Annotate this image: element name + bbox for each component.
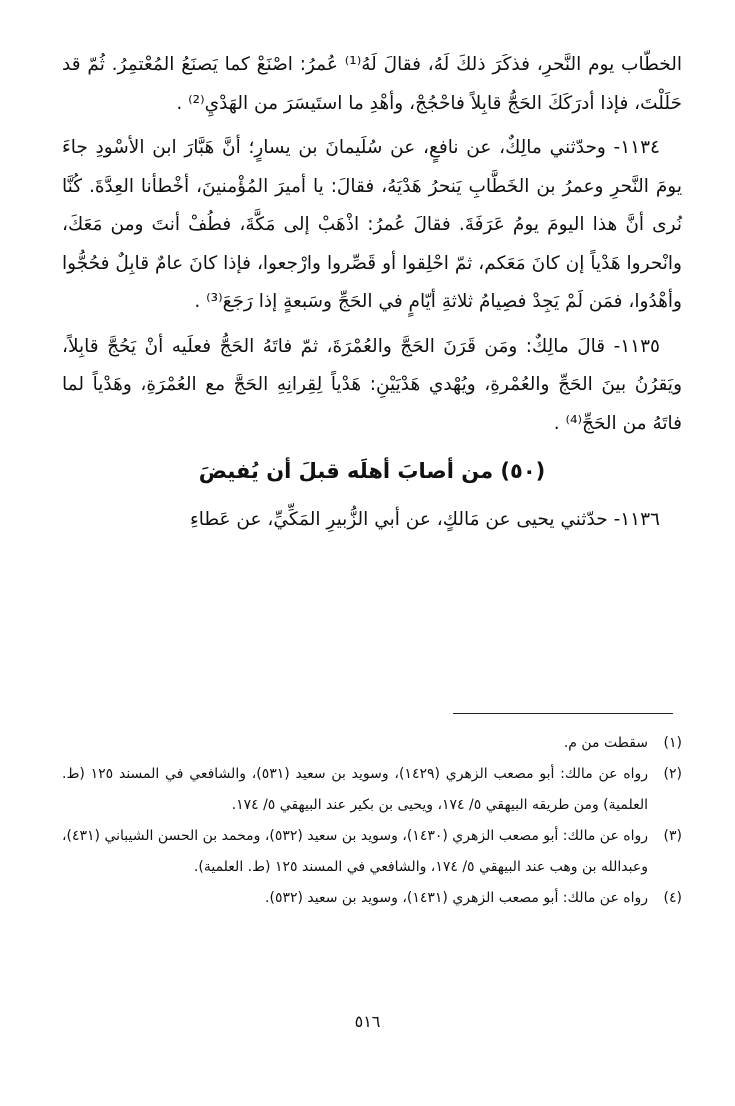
footnote-3 — [62, 821, 682, 883]
section-heading: (٥٠) من أصابَ أهلَه قبلَ أن يُفيضَ — [198, 459, 546, 483]
footnote-text: رواه عن مالك: أبو مصعب الزهري (١٤٣٠)، وسويد بن سعيد (٥٣٢)، ومحمد بن الحسن الشيباني (٤٣١)، وعبدالله بن وهب عند البيهقي ٥/ ١٧٤، والشافعي في المسند ١٢٥ (ط. العلمية). — [62, 828, 649, 875]
paragraph-1135: ١١٣٥- قالَ مالِكٌ: ومَن قَرَنَ الحَجَّ والعُمْرَةَ، ثمّ فاتَهُ الحَجُّ فعلَيه أنْ يَحُجَّ قابِلاً، ويَقرُنُ بينَ الحَجِّ والعُمْرةِ، ويُهْدي هَدْيَيْنِ: هَدْياً لِقِرانِهِ الحَجَّ مع العُمْرَةِ، وهَدْياً لما فاتَهُ من الحَجِّ⁽⁴⁾ . — [62, 335, 682, 434]
paragraph-1134: ١١٣٤- وحدّثني مالِكٌ، عن نافعٍ، عن سُلَيمانَ بن يسارٍ؛ أنَّ هَبَّارَ ابن الأسْودِ جاءَ يومَ النَّحرِ وعمرُ بن الخَطَّابِ يَنحرُ هَدْيَهُ، فقالَ: يا أميرَ المُؤْمنينَ، أخْطأنا العِدَّةَ. كُنَّا نُرى أنَّ هذا اليومَ يومُ عَرَفَةَ. فقالَ عُمرُ: اذْهَبْ إلى مَكَّةَ، فطُفْ أنتَ ومن مَعَكَ، وانْحروا هَدْياً إن كانَ مَعَكم، ثمّ احْلِقوا أو قَصِّروا وارْجعوا، فإذا كانَ عامٌ قابِلٌ فحُجُّوا وأهْدُوا، فمَن لَمْ يَجِدْ فصِيامُ ثلاثةِ أيّامٍ في الحَجِّ وسَبعةٍ إذا رَجَعَ⁽³⁾ . — [62, 137, 682, 312]
footnote-1 — [62, 728, 682, 759]
paragraph-continued: الخطّاب يوم النَّحرِ، فذكَرَ ذلكَ لَهُ، فقالَ لَهُ⁽¹⁾ عُمرُ: اصْنَعْ كما يَصنَعُ المُعْتمِرُ. ثُمّ قد حَلَلْتَ، فإذا أدرَكَكَ الحَجُّ قابِلاً فاحْجُجْ، وأهْدِ ما استَيسَرَ من الهَدْيِ⁽²⁾ . — [62, 54, 682, 114]
footnote-4 — [62, 883, 682, 914]
footnote-number: (٤) — [663, 890, 682, 906]
footnote-text: رواه عن مالك: أبو مصعب الزهري (١٤٢٩)، وسويد بن سعيد (٥٣١)، والشافعي في المسند ١٢٥ (ط. العلمية) ومن طريقه البيهقي ٥/ ١٧٤، ويحيى بن بكير عند البيهقي ٥/ ١٧٤. — [62, 766, 649, 813]
footnote-divider — [453, 713, 673, 714]
footnote-number: (١) — [663, 735, 682, 751]
footnote-number: (٣) — [663, 828, 682, 844]
main-text-block — [62, 46, 682, 540]
footnotes — [62, 728, 682, 914]
footnote-number: (٢) — [663, 766, 682, 782]
paragraph-1136: ١١٣٦- حدّثني يحيى عن مَالكٍ، عن أبي الزُّبيرِ المَكِّيِّ، عن عَطاءِ — [190, 509, 660, 530]
footnote-2 — [62, 759, 682, 821]
footnote-text: سقطت من م. — [563, 735, 648, 751]
footnote-text: رواه عن مالك: أبو مصعب الزهري (١٤٣١)، وسويد بن سعيد (٥٣٢). — [265, 890, 648, 906]
page-number: ٥١٦ — [354, 1012, 381, 1031]
